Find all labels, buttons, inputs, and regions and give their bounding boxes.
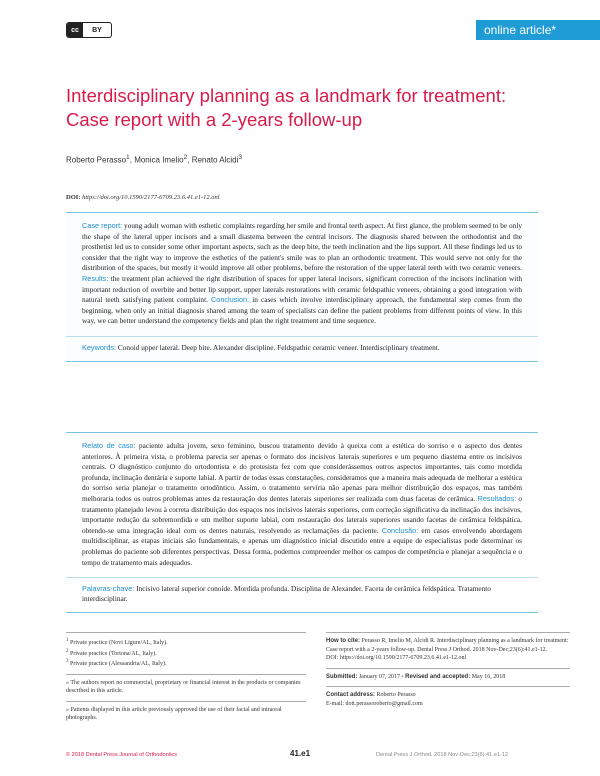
- case-report-label: Case report:: [82, 221, 123, 230]
- resultados-label: Resultados:: [477, 493, 517, 503]
- contact-address: Contact address: Roberto Perasso E-mail: dott.perassoroberto@gmail.com: [326, 692, 423, 707]
- article-title: Interdisciplinary planning as a landmark for treatment: Case report with a 2-years follow-up: [66, 85, 507, 130]
- patient-consent: » Patients displayed in this article previously approved the use of their facial and intraoral photographs.: [66, 706, 282, 721]
- abstract-text: [66, 213, 538, 327]
- cc-by-license-badge[interactable]: [66, 22, 112, 38]
- palavras-chave-text: Incisivo lateral superior conoide. Mordida profunda. Disciplina de Alexander. Faceta de cerâmica feldspática. Tratamento interdisciplinar.: [82, 584, 491, 604]
- author-name: Monica Imelio: [134, 155, 184, 165]
- results-label: Results:: [82, 273, 109, 283]
- copyright: © 2018 Dental Press Journal of Orthodontics: [66, 752, 178, 758]
- results-text: the treatment plan achieved the right distribution of spaces for upper lateral incisors, significant correction of the incisors inclination with important reduction of overbite and better lip support, upper laterals restorations with ceramic feldspathic veneers, obtaining a good integration with natural teeth satisfying patient complaint.: [82, 273, 522, 305]
- conclusion-label: Conclusion:: [211, 295, 250, 305]
- resultados-text: o tratamento planejado levou à correta distribuição dos espaços nos incisivos laterais superiores, com correção significativa da inclinação dos incisivos, importante redução da sobremordida e um melhor suporte labial, com restauração dos laterais superiores usando facetas de cerâmica feldspática, obtendo-se uma integração ideal com os dentes naturais, resolvendo as reclamações da paciente.: [82, 493, 523, 535]
- info-divider: [326, 668, 570, 669]
- affiliation: $^2$ Private practice (Tortona/AL, Italy).: [66, 648, 157, 657]
- footnote-divider: [66, 632, 306, 633]
- keywords: [66, 336, 538, 361]
- conflict-of-interest: » The authors report no commercial, proprietary or financial interest in the products or companies described in this article.: [66, 679, 301, 694]
- cite-text: Perasso R, Imelio M, Alcidi R. Interdisciplinary planning as a landmark for treatment: Case report with a 2-years follow-up. Dental Press J Orthod. 2018 Nov-Dec;23(6):41.e1-12.: [326, 638, 569, 653]
- footnotes: [66, 632, 306, 723]
- dates: Submitted: January 07, 2017 - Revised and accepted: May 16, 2018: [326, 673, 506, 680]
- keywords-text: Conoid upper lateral. Deep bite. Alexander discipline. Feldspathic ceramic veneer. Interdisciplinary treatment.: [117, 342, 440, 352]
- page-number: 41.e1: [290, 749, 311, 758]
- keywords-label: Keywords:: [82, 342, 117, 352]
- doi-label: DOI:: [66, 194, 81, 201]
- resumo-text: [66, 433, 538, 568]
- relato-label: Relato de caso:: [82, 441, 136, 450]
- case-report-text: young adult woman with esthetic complaints regarding her smile and frontal teeth aspect. At first glance, the problem seemed to be only the shape of the lateral upper incisors and a small diastema between the central incisors. The diagnosis shared between the orthodontist and the prosthetist led us to consider some other important aspects, such as the deep bite, the teeth inclination and the lips support. All these findings led us to consider that the right way to improve the esthetics of the patient's smile was to plan an orthodontic treatment. This would serve not only for the distribution of the spaces, but mostly it would improve all other problems, before the restoration of the upper lateral teeth with two ceramic veneers.: [82, 221, 522, 273]
- abstract-box: [66, 212, 538, 362]
- cite-doi[interactable]: DOI: https://doi.org/10.1590/2177-6709.23.6.41.e1-12.onl: [326, 655, 467, 661]
- palavras-chave-label: Palavras-chave:: [82, 584, 135, 594]
- cc-logo: cc: [67, 23, 83, 37]
- author-name: Renato Alcidi: [191, 155, 239, 165]
- cite-label: How to cite:: [326, 638, 360, 644]
- doi-link[interactable]: https://doi.org/10.1590/2177-6709.23.6.41.e1-12.onl: [82, 194, 220, 201]
- relato-text: paciente adulta jovem, sexo feminino, buscou tratamento devido à queixa com a estética do sorriso e o aspecto dos dentes anteriores. À primeira vista, o problema parecia ser apenas o formato dos incisivos laterais superiores e um pequeno diastema entre os incisivos centrais. O diagnóstico conjunto do ortodontista e do protesista fez com que considerássemos outros aspectos importantes, tais como mordida profunda, inclinação dentária e suporte labial. A partir de todas essas constatações, consideramos que a maneira mais adequada de melhorar a estética do sorriso seria planejar o tratamento ortodôntico. Assim, o tratamento serviria não apenas para melhor distribuição dos espaços, mas também melhoraria todos os outros problemas antes da restauração dos dentes laterais superiores ser realizada com duas facetas de cerâmica.: [82, 441, 522, 503]
- tag-prefix: online: [484, 23, 517, 37]
- footnote-divider: [66, 701, 306, 702]
- by-label: BY: [92, 26, 102, 34]
- conclusion-text: in cases which involve interdisciplinary approach, the fundamental step comes from the beginning, when only an initial diagnosis shared among the team of specialists can define the patient problems from different points of view. In this way, we can better understand the competency fields and plan the right treatment and time sequence.: [82, 295, 523, 326]
- footnote-divider: [66, 674, 306, 675]
- author-list: Roberto Perasso$^1$, Monica Imelio$^2$, Renato Alcidi$^3$: [66, 154, 243, 165]
- journal-ref: Dental Press J Orthod. 2018 Nov-Dec;23(6):41.e1-12: [376, 752, 509, 758]
- info-divider: [326, 632, 570, 633]
- palavras-chave: [66, 577, 538, 612]
- affiliation: $^3$ Private practice (Alessandria/AL, Italy).: [66, 659, 167, 667]
- info-divider: [326, 686, 570, 687]
- conclusao-text: em casos envolvendo abordagem multidisciplinar, as etapas iniciais são fundamentais, e apenas um diagnóstico inicial discutido entre a equipe de especialistas pode determinar os problemas do paciente sob diferentes perspectivas. Dessa forma, podemos compreender melhor os campos de competência e planejar a sequência e o tempo de tratamento mais adequados.: [82, 525, 522, 567]
- conclusao-label: Conclusão:: [381, 525, 419, 535]
- tag-label: article*: [519, 23, 557, 37]
- article-info: [326, 632, 570, 708]
- contact-email[interactable]: E-mail: dott.perassoroberto@gmail.com: [326, 700, 423, 707]
- resumo-box: [66, 432, 538, 613]
- doi-line: [66, 194, 220, 201]
- affiliation: $^1$ Private practice (Novi Ligure/AL, Italy).: [66, 638, 168, 646]
- how-to-cite: [326, 637, 570, 663]
- author-name: Roberto Perasso: [66, 155, 127, 165]
- online-article-tag: [476, 20, 600, 40]
- page-footer: [66, 752, 556, 758]
